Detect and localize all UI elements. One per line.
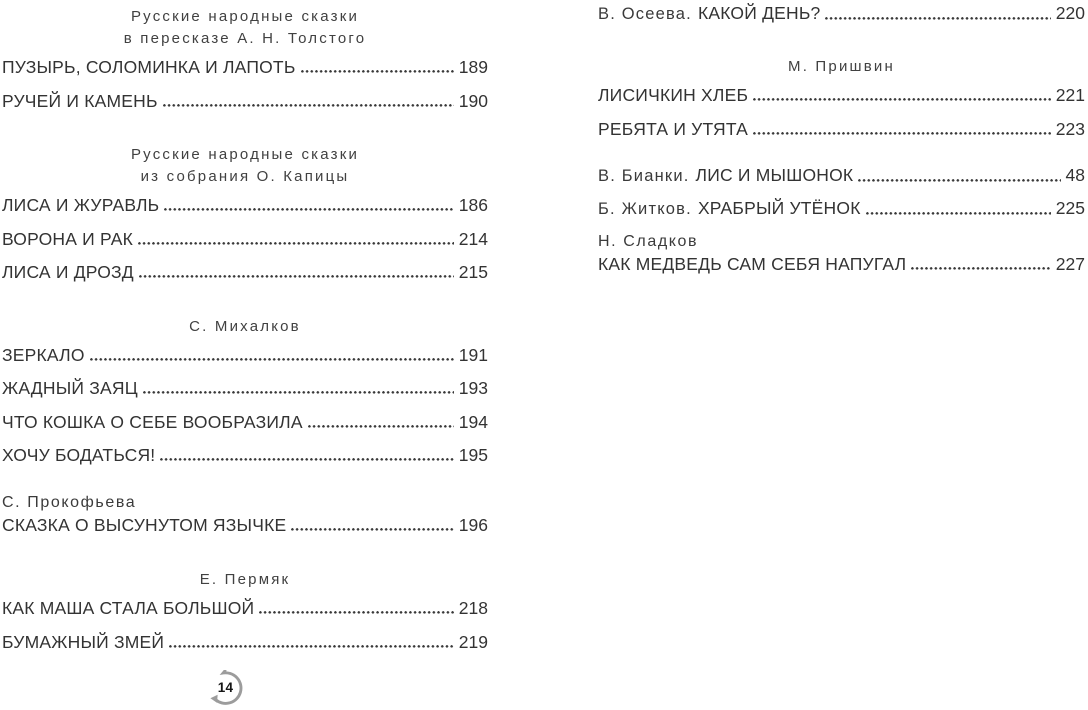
- section-header-line: М. Пришвин: [788, 58, 895, 75]
- toc-entry[interactable]: [2, 196, 488, 215]
- toc-entry[interactable]: [2, 446, 488, 465]
- entry-page-number: 225: [1055, 197, 1085, 218]
- entry-title: ЖАДНЫЙ ЗАЯЦ: [2, 378, 138, 398]
- toc-entry[interactable]: [2, 92, 488, 111]
- page-number-ornament: [207, 670, 244, 708]
- toc-entry[interactable]: [2, 599, 488, 618]
- dot-leader: [858, 179, 1060, 182]
- dot-leader: [138, 242, 454, 245]
- section-header-line: Русские народные сказки: [130, 8, 360, 25]
- page-number: 14: [217, 680, 234, 695]
- dot-leader: [825, 17, 1050, 20]
- dot-leader: [169, 645, 454, 648]
- entry-title: В. Осеева. КАКОЙ ДЕНЬ?: [598, 3, 821, 23]
- entry-title: В. Бианки. ЛИС И МЫШОНОК: [598, 165, 854, 185]
- toc-entry[interactable]: [598, 255, 1085, 274]
- toc-entry[interactable]: [2, 263, 488, 282]
- section-header: [2, 6, 488, 50]
- dot-leader: [139, 275, 454, 278]
- toc-entry[interactable]: [598, 86, 1085, 105]
- dot-leader: [90, 358, 454, 361]
- dot-leader: [911, 267, 1051, 270]
- entry-page-number: 190: [458, 90, 488, 111]
- entry-title: РУЧЕЙ И КАМЕНЬ: [2, 90, 158, 111]
- section-header: [2, 316, 488, 338]
- toc-entry[interactable]: [598, 199, 1085, 219]
- dot-leader: [163, 104, 454, 107]
- dot-leader: [308, 425, 454, 428]
- entry-title: ХОЧУ БОДАТЬСЯ!: [2, 445, 156, 465]
- entry-page-number: 193: [458, 378, 488, 398]
- section-header-line: в пересказе А. Н. Толстого: [123, 30, 367, 47]
- toc-entry[interactable]: [2, 58, 488, 77]
- section-header: [2, 569, 488, 591]
- toc-left-column: [2, 0, 488, 666]
- dot-leader: [160, 458, 453, 461]
- toc-entry[interactable]: [598, 4, 1085, 24]
- toc-section: [598, 232, 1085, 289]
- entry-page-number: 220: [1055, 3, 1085, 23]
- entry-author: В. Осеева.: [598, 5, 692, 23]
- entry-page-number: 189: [458, 57, 488, 77]
- toc-section: [2, 316, 488, 480]
- entry-title: РЕБЯТА И УТЯТА: [598, 118, 748, 139]
- section-header: [598, 56, 1085, 78]
- entry-page-number: 48: [1065, 165, 1085, 185]
- entry-author: В. Бианки.: [598, 167, 690, 185]
- dot-leader: [143, 391, 454, 394]
- entry-page-number: 191: [458, 344, 488, 365]
- entry-title: ПУЗЫРЬ, СОЛОМИНКА И ЛАПОТЬ: [2, 57, 296, 77]
- toc-section: [2, 6, 488, 125]
- entry-title: ЗЕРКАЛО: [2, 344, 85, 365]
- toc-entry[interactable]: [2, 413, 488, 432]
- entry-page-number: 214: [458, 228, 488, 249]
- author-line: Н. Сладков: [598, 233, 699, 250]
- entry-title: КАК МАША СТАЛА БОЛЬШОЙ: [2, 598, 255, 618]
- dot-leader: [301, 70, 454, 73]
- toc-entry[interactable]: [2, 633, 488, 652]
- entry-title: ЛИСА И ДРОЗД: [2, 262, 134, 282]
- section-header-line: Русские народные сказки: [130, 146, 360, 163]
- entry-title: ЧТО КОШКА О СЕБЕ ВООБРАЗИЛА: [2, 411, 303, 432]
- author-line: С. Прокофьева: [2, 494, 137, 511]
- section-header: [2, 144, 488, 188]
- entry-page-number: 186: [458, 195, 488, 215]
- toc-entry[interactable]: [2, 379, 488, 398]
- entry-page-number: 215: [458, 262, 488, 282]
- toc-entry[interactable]: [598, 166, 1085, 186]
- toc-section: [598, 56, 1085, 153]
- entry-title: БУМАЖНЫЙ ЗМЕЙ: [2, 631, 165, 652]
- entry-title: ЛИСА И ЖУРАВЛЬ: [2, 195, 160, 215]
- entry-page-number: 227: [1055, 254, 1085, 274]
- toc-section: [2, 493, 488, 550]
- toc-right-column: [598, 0, 1085, 289]
- toc-entry[interactable]: [2, 346, 488, 365]
- entry-page-number: 195: [458, 445, 488, 465]
- entry-title: ВОРОНА И РАК: [2, 228, 133, 249]
- entry-page-number: 219: [458, 631, 488, 652]
- section-header-line: С. Михалков: [189, 317, 301, 335]
- entry-title: Б. Житков. ХРАБРЫЙ УТЁНОК: [598, 197, 861, 218]
- toc-section: [2, 569, 488, 666]
- entry-page-number: 223: [1055, 118, 1085, 139]
- toc-section: [2, 144, 488, 297]
- toc-entry[interactable]: [598, 120, 1085, 139]
- entry-title: КАК МЕДВЕДЬ САМ СЕБЯ НАПУГАЛ: [598, 254, 907, 274]
- entry-page-number: 221: [1055, 85, 1085, 105]
- entry-page-number: 194: [458, 411, 488, 432]
- dot-leader: [259, 611, 454, 614]
- dot-leader: [866, 212, 1051, 215]
- toc-entry[interactable]: [2, 516, 488, 535]
- dot-leader: [753, 132, 1051, 135]
- entry-page-number: 196: [458, 515, 488, 535]
- entry-title: ЛИСИЧКИН ХЛЕБ: [598, 85, 749, 105]
- entry-page-number: 218: [458, 598, 488, 618]
- entry-author: Б. Житков.: [598, 199, 692, 218]
- entry-title: СКАЗКА О ВЫСУНУТОМ ЯЗЫЧКЕ: [2, 515, 287, 535]
- section-header-line: из собрания О. Капицы: [140, 168, 350, 185]
- toc-entry[interactable]: [2, 230, 488, 249]
- section-header-line: Е. Пермяк: [199, 571, 291, 588]
- dot-leader: [291, 528, 453, 531]
- dot-leader: [164, 208, 453, 211]
- dot-leader: [753, 98, 1051, 101]
